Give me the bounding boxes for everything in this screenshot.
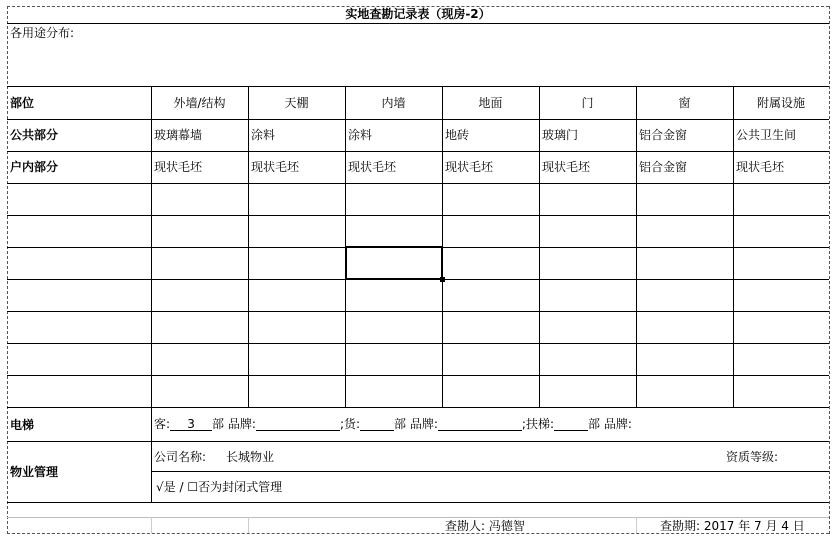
grid-vline	[539, 86, 540, 407]
grid-line	[7, 343, 829, 344]
outer-border-bottom	[7, 533, 829, 534]
passenger-brand-field[interactable]	[256, 417, 340, 431]
grid-vline	[151, 86, 152, 407]
header-exterior-wall: 外墙/结构	[173, 96, 226, 110]
header-ancillary: 附属设施	[756, 96, 805, 110]
cargo-count-field[interactable]	[360, 417, 394, 431]
title-divider	[7, 23, 829, 24]
grid-line	[7, 151, 829, 152]
grid-vline	[151, 407, 152, 502]
table-cell[interactable]: 铝合金窗	[639, 128, 688, 142]
header-window: 窗	[678, 96, 691, 110]
grid-line	[7, 375, 829, 376]
inspection-date: 查勘期: 2017 年 7 月 4 日	[660, 519, 805, 533]
passenger-brand-label: 品牌:	[227, 417, 256, 431]
selected-cell[interactable]	[345, 246, 443, 280]
table-cell[interactable]: 玻璃幕墙	[154, 128, 203, 142]
grid-line	[7, 215, 829, 216]
row-label-public: 公共部分	[10, 128, 59, 142]
table-cell[interactable]: 涂料	[348, 128, 373, 142]
table-cell[interactable]: 现状毛坯	[251, 160, 300, 174]
header-floor: 地面	[478, 96, 503, 110]
grid-line	[151, 471, 829, 472]
header-door: 门	[581, 96, 594, 110]
form-title: 实地查勘记录表（现房-2）	[345, 7, 491, 21]
table-cell[interactable]: 涂料	[251, 128, 276, 142]
passenger-prefix: 客:	[154, 417, 171, 431]
outer-border-right	[829, 6, 830, 534]
escalator-brand-label: 品牌:	[603, 417, 632, 431]
grid-line	[7, 517, 829, 518]
table-cell[interactable]: 玻璃门	[542, 128, 579, 142]
cargo-unit: 部	[394, 417, 407, 431]
elevator-label: 电梯	[10, 418, 35, 432]
grid-vline	[151, 517, 152, 533]
table-cell[interactable]: 现状毛坯	[542, 160, 591, 174]
passenger-unit: 部	[212, 417, 225, 431]
grid-line	[7, 311, 829, 312]
grid-line	[7, 502, 829, 503]
company-label: 公司名称:	[154, 450, 207, 464]
header-ceiling: 天棚	[284, 96, 309, 110]
table-cell[interactable]: 现状毛坯	[154, 160, 203, 174]
qualification-label: 资质等级:	[726, 450, 779, 464]
company-name[interactable]: 长城物业	[226, 450, 275, 464]
usage-distribution-label: 各用途分布:	[10, 26, 75, 40]
cargo-label: ;货:	[339, 417, 361, 431]
closed-management-option[interactable]: √是 / ☐否为封闭式管理	[156, 480, 283, 494]
table-cell[interactable]: 现状毛坯	[736, 160, 785, 174]
cargo-brand-label: 品牌:	[409, 417, 438, 431]
escalator-count-field[interactable]	[554, 417, 588, 431]
property-management-label: 物业管理	[10, 465, 59, 479]
escalator-unit: 部	[588, 417, 601, 431]
cargo-brand-field[interactable]	[438, 417, 522, 431]
table-cell[interactable]: 现状毛坯	[445, 160, 494, 174]
elevator-details	[154, 417, 632, 431]
usage-divider	[7, 86, 829, 87]
table-cell[interactable]: 铝合金窗	[639, 160, 688, 174]
table-cell[interactable]: 现状毛坯	[348, 160, 397, 174]
table-cell[interactable]: 地砖	[445, 128, 470, 142]
header-part: 部位	[10, 96, 35, 110]
row-label-indoor: 户内部分	[10, 160, 59, 174]
passenger-count[interactable]: 3	[170, 417, 212, 431]
grid-line	[7, 119, 829, 120]
header-interior-wall: 内墙	[381, 96, 406, 110]
inspector: 查勘人: 冯德智	[445, 519, 525, 533]
grid-vline	[636, 517, 637, 533]
grid-line	[7, 407, 829, 408]
fill-handle[interactable]	[440, 277, 445, 282]
grid-line	[7, 183, 829, 184]
grid-vline	[733, 86, 734, 407]
grid-vline	[248, 86, 249, 407]
table-cell[interactable]: 公共卫生间	[736, 128, 797, 142]
grid-vline	[248, 517, 249, 533]
grid-vline	[636, 86, 637, 407]
grid-line	[7, 441, 829, 442]
escalator-label: ;扶梯:	[521, 417, 555, 431]
